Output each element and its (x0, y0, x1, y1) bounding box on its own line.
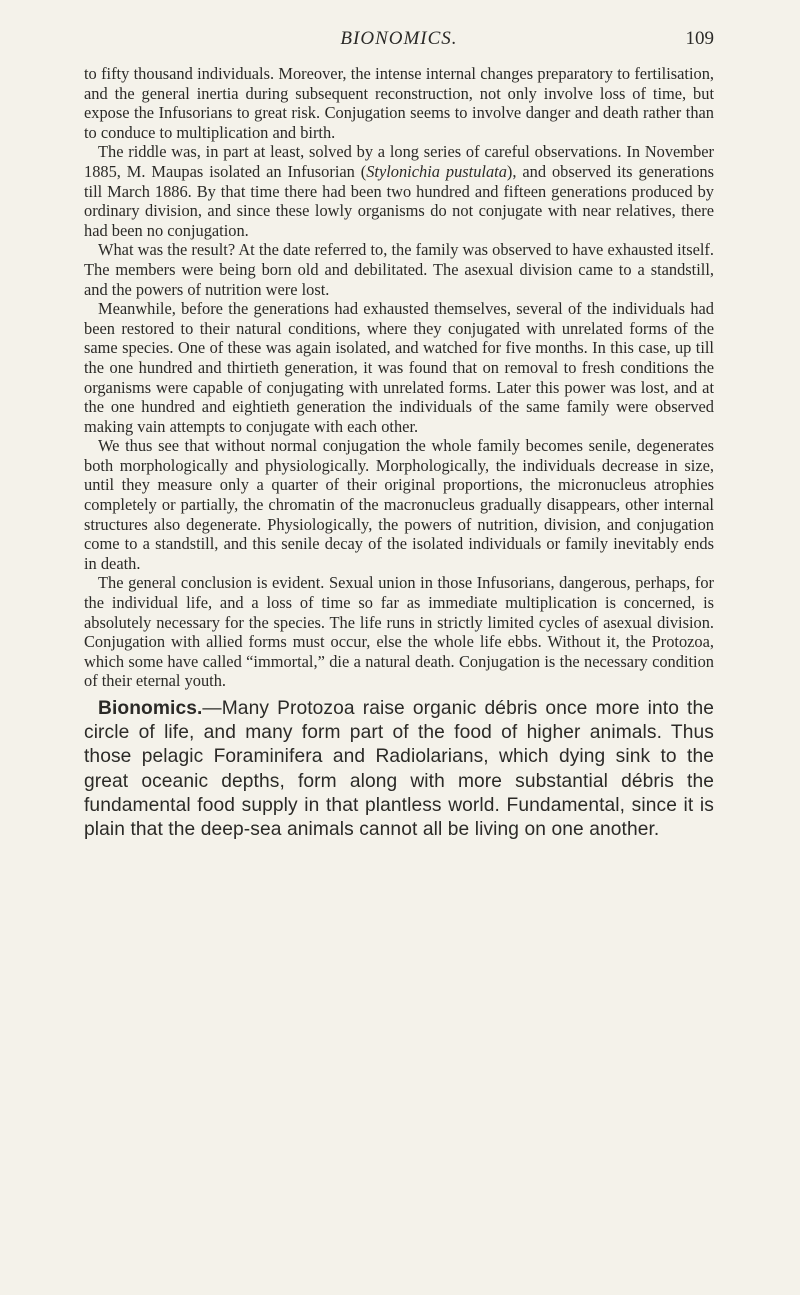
paragraph-text: The riddle was, in part at least, solved by a long series of careful observations. In November 1885, M. Maupas isolated an Infusorian ( (84, 142, 714, 181)
running-head (84, 24, 714, 64)
paragraph-senility: We thus see that without normal conjugation the whole family becomes senile, degenerates both morphologically and physiologically. Morphologically, the individuals decrease in size, until they measure only a quarter of their original proportions, the micronucleus atrophies completely or partially, the chromatin of the macronucleus gradually disappears, other internal structures also degenerate. Physiologically, the powers of nutrition, division, and conjugation come to a standstill, and this senile decay of the isolated individuals or family inevitably ends in death. (84, 436, 714, 573)
paragraph-text: ), and observed its generations till March 1886. By that time there had been two hundred and fifteen generations produced by ordinary division, and since these lowly organisms do not conjugate with near relatives, there had been no conjugation. (84, 161, 714, 240)
paragraph-result: What was the result? At the date referred to, the family was observed to have exhausted itself. The members were being born old and debilitated. The asexual division came to a standstill, and the powers of nutrition were lost. (84, 240, 714, 299)
section-bionomics (84, 697, 714, 842)
paragraph-maupas-observations (84, 142, 714, 240)
page-number: 109 (685, 28, 714, 49)
running-title: BIONOMICS. (340, 28, 458, 49)
section-text: —Many Protozoa raise organic débris once more into the circle of life, and many form part of the food of higher animals. Thus those pelagic Foraminifera and Radiolarians, which dying sink to the great oceanic depths, form along with more substantial débris the fundamental food supply in that plantless world. Fundamental, since it is plain that the deep-sea animals cannot all be living on one another. (84, 698, 714, 841)
section-heading: Bionomics. (98, 698, 203, 719)
paragraph-meanwhile: Meanwhile, before the generations had exhausted themselves, several of the individuals had been restored to their natural conditions, where they conjugated with unrelated forms of the same species. One of these was again isolated, and watched for five months. In this case, up till the one hundred and thirtieth generation, it was found that on removal to fresh conditions the organisms were capable of conjugating with unrelated forms. Later this power was lost, and at the one hundred and eightieth generation the individuals of the same family were observed making vain attempts to conjugate with each other. (84, 299, 714, 436)
paragraph-conclusion: The general conclusion is evident. Sexual union in those Infusorians, dangerous, perhaps, for the individual life, and a loss of time so far as immediate multiplication is concerned, is absolutely necessary for the species. The life runs in strictly limited cycles of asexual division. Conjugation with allied forms must occur, else the whole life ebbs. Without it, the Protozoa, which some have called “immortal,” die a natural death. Conjugation is the necessary condition of their eternal youth. (84, 573, 714, 691)
book-page (84, 24, 714, 842)
species-name: Stylonichia pustulata (366, 161, 507, 181)
paragraph-continued: to fifty thousand individuals. Moreover, the intense internal changes preparatory to fertilisation, and the general inertia during subsequent reconstruction, not only involve loss of time, but expose the Infusorians to great risk. Conjugation seems to involve danger and death rather than to conduce to multiplication and birth. (84, 64, 714, 142)
